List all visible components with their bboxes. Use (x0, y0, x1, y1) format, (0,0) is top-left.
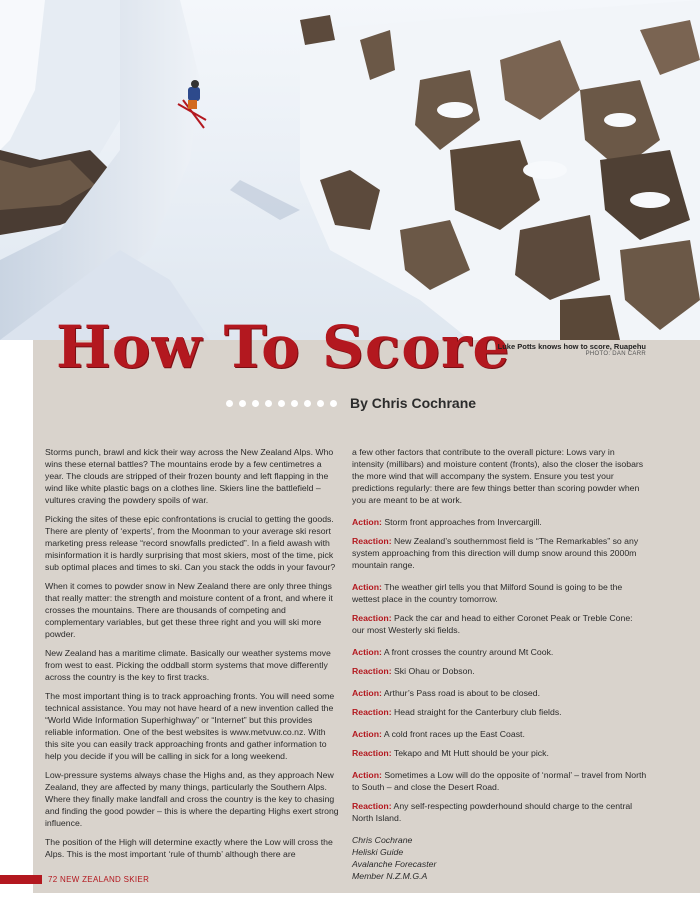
dot (239, 400, 246, 407)
paragraph: New Zealand has a maritime climate. Basically our weather systems move from west to east. Picking the oddball storm systems that move differently across the country is the key to first tracks. (45, 648, 331, 682)
action-text: Arthur’s Pass road is about to be closed. (383, 688, 541, 698)
dot (304, 400, 311, 407)
action-label: Action: (352, 582, 382, 592)
paragraph: Storms punch, brawl and kick their way across the New Zealand Alps. Who wins these eternal battles? The mountains erode by a few centimetres a year. The clouds are stripped of their frozen bounty and left flapping in the wind like white plastic bags on a clothes line. Skiers line the battlefield – vultures craving the powdery spoils of war. (45, 447, 334, 505)
hero-photo (0, 0, 700, 340)
reaction-line (352, 612, 647, 636)
signature-role: Heliski Guide (352, 847, 404, 857)
action-line (352, 516, 647, 528)
reaction-line (352, 747, 647, 759)
reaction-label: Reaction: (352, 666, 392, 676)
action-text: A cold front races up the East Coast. (383, 729, 525, 739)
caption-text: Luke Potts knows how to score, Ruapehu (497, 342, 646, 351)
right-column (352, 446, 647, 882)
action-line (352, 581, 647, 605)
dot (291, 400, 298, 407)
paragraph: Low-pressure systems always chase the Highs and, as they approach New Zealand, they are affected by many things, particularly the Southern Alps. Where they finally make landfall and cross the country is the key to chasing and finding the good powder – this is where the departing Highs exert strong influence. (45, 770, 339, 828)
dot (226, 400, 233, 407)
action-text: A front crosses the country around Mt Cook. (383, 647, 554, 657)
author-signature (352, 834, 647, 882)
reaction-line (352, 665, 647, 677)
decorative-dots (226, 400, 337, 407)
action-label: Action: (352, 729, 382, 739)
reaction-label: Reaction: (352, 801, 392, 811)
reaction-text: Pack the car and head to either Coronet Peak or Treble Cone: our most Westerly ski fields. (352, 613, 633, 635)
reaction-line (352, 800, 647, 824)
reaction-label: Reaction: (352, 613, 392, 623)
signature-membership: Member N.Z.M.G.A (352, 871, 428, 881)
paragraph: The position of the High will determine exactly where the Low will cross the Alps. This is the most important ‘rule of thumb’ although there are (45, 837, 333, 859)
action-text: Storm front approaches from Invercargill. (384, 517, 542, 527)
action-text: The weather girl tells you that Milford Sound is going to be the wettest place in the country tomorrow. (352, 582, 623, 604)
paragraph: a few other factors that contribute to the overall picture: Lows vary in intensity (millibars) and moisture content (fronts), also the closer the isobars the more wind that will accompany the system. Ensure you test your predictions regularly: there are few things better than scoring powder when you are meant to be at work. (352, 447, 644, 505)
footer-accent-bar (0, 875, 42, 884)
reaction-text: Any self-respecting powderhound should charge to the central North Island. (352, 801, 633, 823)
left-column (45, 446, 340, 867)
dot (278, 400, 285, 407)
reaction-text: Ski Ohau or Dobson. (394, 666, 475, 676)
photo-credit: PHOTO: DAN CARR (585, 351, 646, 357)
publication-name: NEW ZEALAND SKIER (60, 875, 150, 884)
action-label: Action: (352, 688, 382, 698)
reaction-label: Reaction: (352, 536, 392, 546)
signature-role: Avalanche Forecaster (352, 859, 437, 869)
action-text: Sometimes a Low will do the opposite of ‘normal’ – travel from North to South – and close the Desert Road. (352, 770, 647, 792)
paragraph: When it comes to powder snow in New Zealand there are only three things that really matter: the strength and moisture content of a front, and where it crosses the mountains. There are thousands of competing and complementary variables, but get these three right and you will ski more powder. (45, 581, 333, 639)
page-number: 72 (48, 875, 58, 884)
dot (252, 400, 259, 407)
signature-name: Chris Cochrane (352, 835, 413, 845)
action-label: Action: (352, 517, 382, 527)
dot (265, 400, 272, 407)
page-margin-strip (0, 340, 33, 907)
reaction-text: Head straight for the Canterbury club fields. (394, 707, 562, 717)
reaction-text: New Zealand’s southernmost field is “The Remarkables” so any system approaching from this direction will dump snow around this 2000m mountain range. (352, 536, 639, 570)
reaction-text: Tekapo and Mt Hutt should be your pick. (393, 748, 549, 758)
action-line (352, 728, 647, 740)
reaction-line (352, 535, 647, 571)
paragraph: Picking the sites of these epic confrontations is crucial to getting the goods. There are plenty of ‘experts’, from the Moonman to your average ski resort marketing press release “record snowfalls predicted”. In a field awash with misinformation it is hardly surprising that most skiers, most of the time, pick sub optimal places and times to ski. Can you stack the odds in your favour? (45, 514, 336, 572)
paragraph: The most important thing is to track approaching fronts. You will need some technical assistance. You may not have heard of a new invention called the “World Wide Information Superhighway” or “Internet” but this provides reliable information. One of the best websites is www.metvuw.co.nz. With this site you can easily track approaching fronts and gather information to help you decide if you will be calling in sick for a long weekend. (45, 691, 335, 761)
action-line (352, 646, 647, 658)
photo-caption (498, 342, 646, 357)
action-label: Action: (352, 770, 382, 780)
page-footer (0, 875, 149, 884)
footer-text (48, 875, 149, 884)
reaction-label: Reaction: (352, 707, 392, 717)
action-label: Action: (352, 647, 382, 657)
article-title: How To Score (56, 313, 511, 381)
dot (317, 400, 324, 407)
byline: By Chris Cochrane (350, 395, 477, 411)
action-line (352, 687, 647, 699)
page-bottom-strip (0, 893, 700, 907)
action-line (352, 769, 647, 793)
dot (330, 400, 337, 407)
reaction-line (352, 706, 647, 718)
reaction-label: Reaction: (352, 748, 392, 758)
